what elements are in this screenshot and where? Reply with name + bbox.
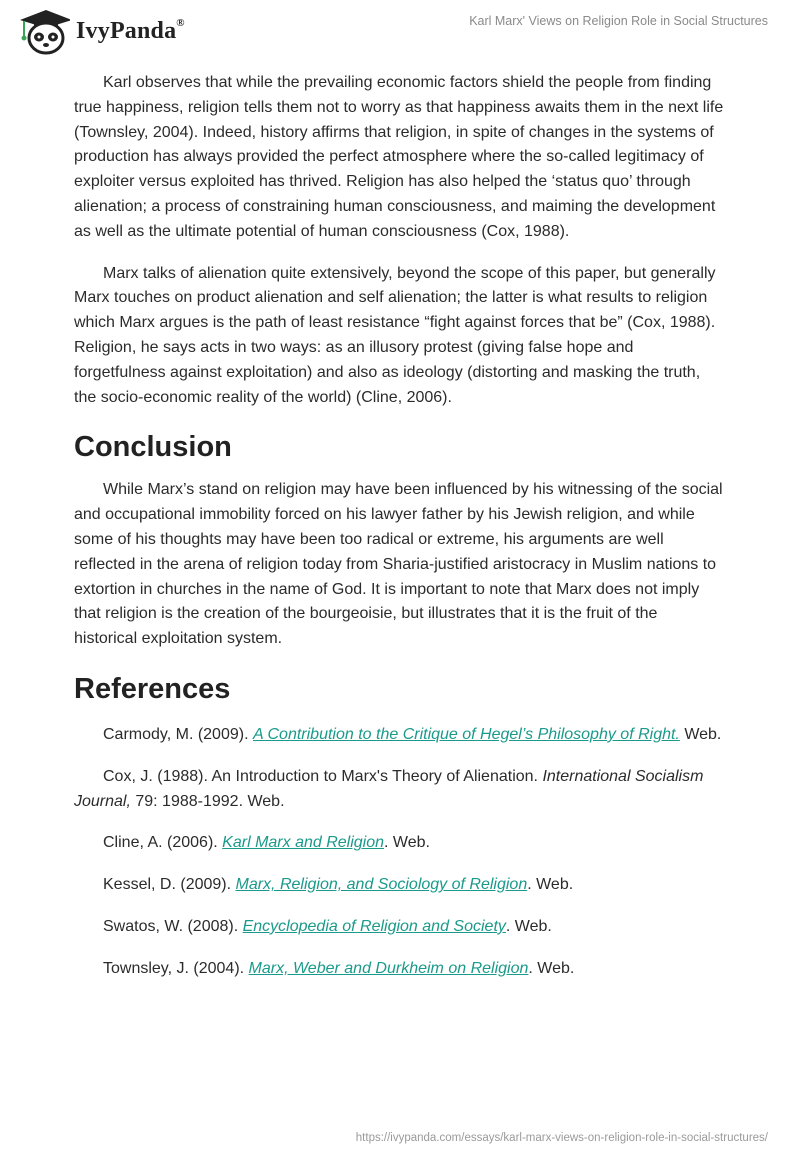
reference-author: Carmody, M. (2009). <box>103 725 253 743</box>
reference-link[interactable]: Marx, Religion, and Sociology of Religion <box>235 876 528 894</box>
reference-author: Townsley, J. (2004). <box>103 959 249 977</box>
reference-item <box>74 765 724 815</box>
reference-item <box>74 957 724 982</box>
reference-link[interactable]: Encyclopedia of Religion and Society <box>242 917 506 935</box>
reference-suffix: . Web. <box>527 876 574 894</box>
essay-content <box>74 71 724 999</box>
reference-item <box>74 915 724 940</box>
reference-item <box>74 723 724 748</box>
body-paragraph: Karl observes that while the prevailing economic factors shield the people from finding true happiness, religion tells them not to worry as that happiness awaits them in the next life (Townsley, 2004). Indeed, history affirms that religion, in spite of changes in the systems of production has always provided the perfect atmosphere where the so-called legitimacy of exploiter versus exploited has thrived. Religion has also helped the ‘status quo’ through alienation; a process of constraining human consciousness, and maiming the development as well as the ultimate potential of human consciousness (Cox, 1988). <box>74 74 724 240</box>
ivypanda-logo[interactable] <box>14 6 185 56</box>
document-title: Karl Marx' Views on Religion Role in Social Structures <box>469 14 768 28</box>
conclusion-paragraph: While Marx’s stand on religion may have been influenced by his witnessing of the social and occupational immobility forced on his lawyer father by his Jewish religion, and while some of his thoughts may have been too radical or extreme, his arguments are well reflected in the arena of religion today from Sharia-justified aristocracy in Muslim nations to extortion in churches in the name of God. It is important to note that Marx does not imply that religion is the creation of the bourgeoisie, but illustrates that it is the fruit of the historical exploitation system. <box>74 481 723 648</box>
logo-wordmark: IvyPanda <box>76 17 177 44</box>
reference-suffix: 79: 1988-1992. Web. <box>130 792 285 810</box>
reference-suffix: . Web. <box>384 834 430 852</box>
reference-author: Cline, A. (2006). <box>103 834 223 852</box>
reference-author: Swatos, W. (2008). <box>103 917 243 935</box>
reference-suffix: Web. <box>679 725 722 743</box>
reference-journal: International Socialism Journal, <box>74 767 704 810</box>
reference-item <box>74 873 724 898</box>
conclusion-heading: Conclusion <box>74 431 232 464</box>
source-url: https://ivypanda.com/essays/karl-marx-views-on-religion-role-in-social-structures/ <box>355 1132 768 1144</box>
registered-mark: ® <box>176 16 185 29</box>
body-paragraph: Marx talks of alienation quite extensively, beyond the scope of this paper, but generally Marx touches on product alienation and self alienation; the latter is what results to religion which Marx argues is the path of least resistance “fight against forces that be” (Cox, 1988). Religion, he says acts in two ways: as an illusory protest (giving false hope and forgetfulness against exploitation) and also as ideology (distorting and masking the truth, the socio-economic reality of the world) (Cline, 2006). <box>74 264 716 406</box>
reference-link[interactable]: Karl Marx and Religion <box>222 834 385 852</box>
reference-item <box>74 831 724 856</box>
reference-link[interactable]: A Contribution to the Critique of Hegel’s Philosophy of Right. <box>252 725 680 743</box>
page-header <box>0 0 800 62</box>
references-heading: References <box>74 672 231 705</box>
reference-link[interactable]: Marx, Weber and Durkheim on Religion <box>248 959 529 977</box>
panda-logo-icon <box>14 6 70 56</box>
reference-author: Cox, J. (1988). An Introduction to Marx's Theory of Alienation. <box>103 767 543 785</box>
reference-suffix: . Web. <box>528 959 575 977</box>
reference-author: Kessel, D. (2009). <box>103 876 236 894</box>
logo-text <box>76 18 185 45</box>
reference-suffix: . Web. <box>505 917 552 935</box>
